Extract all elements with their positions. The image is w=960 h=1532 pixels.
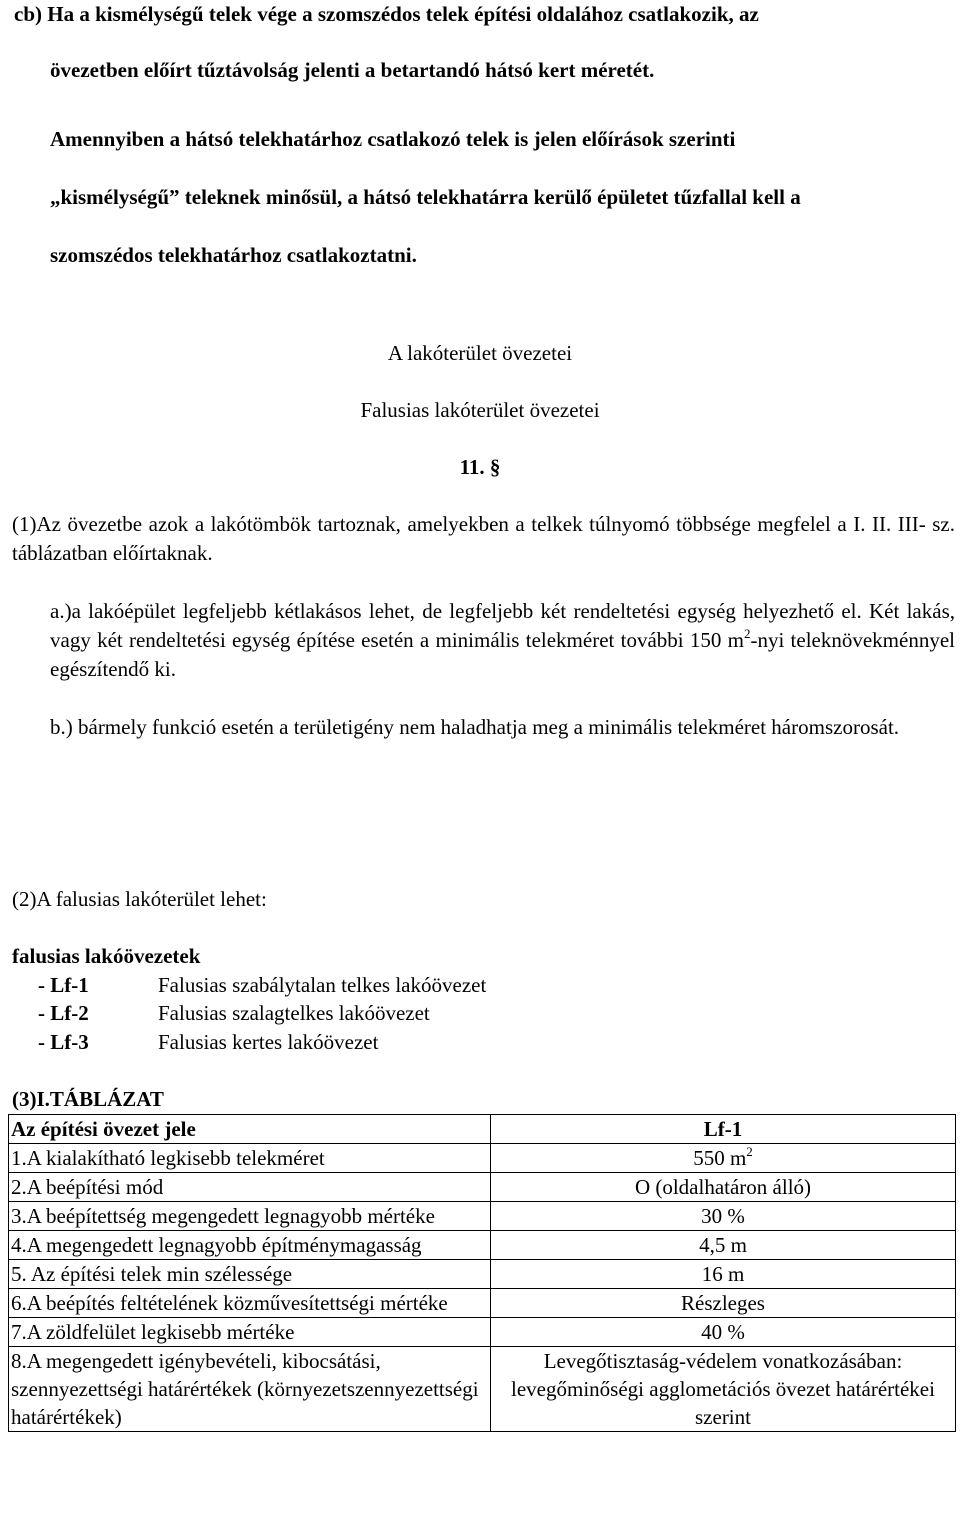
table-cell-label: 6.A beépítés feltételének közművesítettségi mértéke [9, 1289, 491, 1318]
table-cell-superscript: 2 [746, 1144, 753, 1159]
zoning-table [8, 1114, 956, 1432]
zone-name: Falusias szalagtelkes lakóövezet [158, 1001, 430, 1025]
table-row [9, 1289, 956, 1318]
paragraph-a [50, 597, 955, 684]
table-cell-value: Levegőtisztaság-védelem vonatkozásában: levegőminőségi agglometációs övezet határértékei szerint [491, 1347, 956, 1432]
table-cell-value: 16 m [491, 1260, 956, 1289]
table-cell-value: Részleges [491, 1289, 956, 1318]
paragraph-b: b.) bármely funkció esetén a területigény nem haladhatja meg a minimális telekméret háromszorosát. [50, 715, 900, 739]
intro-line-2: övezetben előírt tűztávolság jelenti a betartandó hátsó kert méretét. [50, 58, 655, 82]
table-header-row [9, 1115, 956, 1144]
table-cell-label: 8.A megengedett igénybevételi, kibocsátási, szennyezettségi határértékek (környezetszennyezettségi határértékek) [9, 1347, 491, 1432]
paragraph-a-superscript: 2 [743, 626, 751, 641]
table-cell-label: 1.A kialakítható legkisebb telekméret [9, 1144, 491, 1173]
zone-name: Falusias szabálytalan telkes lakóövezet [158, 973, 487, 997]
table-row [9, 1318, 956, 1347]
zone-name: Falusias kertes lakóövezet [158, 1030, 379, 1054]
paragraph-1: (1)Az övezetbe azok a lakótömbök tartoznak, amelyekben a telkek túlnyomó többsége megfelel a I. II. III- sz. táblázatban előírtaknak. [12, 512, 955, 565]
paragraph-a-text-end: -nyi teleknövekménnyel egészítendő ki. [50, 628, 955, 681]
zone-item [38, 999, 430, 1027]
section-number: 11. § [459, 455, 501, 479]
table-cell-value: 30 % [491, 1202, 956, 1231]
heading-falusias: Falusias lakóterület övezetei [360, 398, 600, 422]
table-cell-value: 4,5 m [491, 1231, 956, 1260]
zone-code: - Lf-3 [38, 1030, 89, 1054]
table-row [9, 1144, 956, 1173]
table-row [9, 1260, 956, 1289]
zone-code: - Lf-2 [38, 1001, 89, 1025]
table-title: (3)I.TÁBLÁZAT [12, 1087, 164, 1111]
zone-code: - Lf-1 [38, 973, 89, 997]
paragraph-2: (2)A falusias lakóterület lehet: [12, 887, 267, 911]
heading-lakoterulet: A lakóterület övezetei [387, 341, 573, 365]
table-row [9, 1173, 956, 1202]
table-header-label: Az építési övezet jele [9, 1115, 491, 1144]
paragraph-a-text: a.)a lakóépület legfeljebb kétlakásos lehet, de legfeljebb két rendeltetési egység helyezhető el. Két lakás, vagy két rendeltetési egység építése esetén a minimális telekméret további 150 m [50, 599, 955, 652]
zone-item [38, 1028, 378, 1056]
table-row [9, 1347, 956, 1432]
zone-item [38, 971, 486, 999]
intro-line-3: Amennyiben a hátsó telekhatárhoz csatlakozó telek is jelen előírások szerinti [50, 127, 736, 151]
table-row [9, 1202, 956, 1231]
zones-title: falusias lakóövezetek [12, 944, 201, 968]
intro-line-1: cb) Ha a kismélységű telek vége a szomszédos telek építési oldalához csatlakozik, az [14, 2, 759, 26]
table-cell-value [491, 1144, 956, 1173]
table-cell-label: 4.A megengedett legnagyobb építménymagasság [9, 1231, 491, 1260]
table-cell-label: 2.A beépítési mód [9, 1173, 491, 1202]
table-cell-value-text: 550 m [693, 1146, 747, 1170]
table-cell-value: O (oldalhatáron álló) [491, 1173, 956, 1202]
intro-line-4: „kismélységű” teleknek minősül, a hátsó telekhatárra kerülő épületet tűzfallal kell a [50, 185, 801, 209]
table-cell-label: 5. Az építési telek min szélessége [9, 1260, 491, 1289]
table-row [9, 1231, 956, 1260]
table-header-value: Lf-1 [491, 1115, 956, 1144]
table-cell-label: 7.A zöldfelület legkisebb mértéke [9, 1318, 491, 1347]
table-cell-value: 40 % [491, 1318, 956, 1347]
intro-line-5: szomszédos telekhatárhoz csatlakoztatni. [50, 243, 417, 267]
table-cell-label: 3.A beépítettség megengedett legnagyobb mértéke [9, 1202, 491, 1231]
